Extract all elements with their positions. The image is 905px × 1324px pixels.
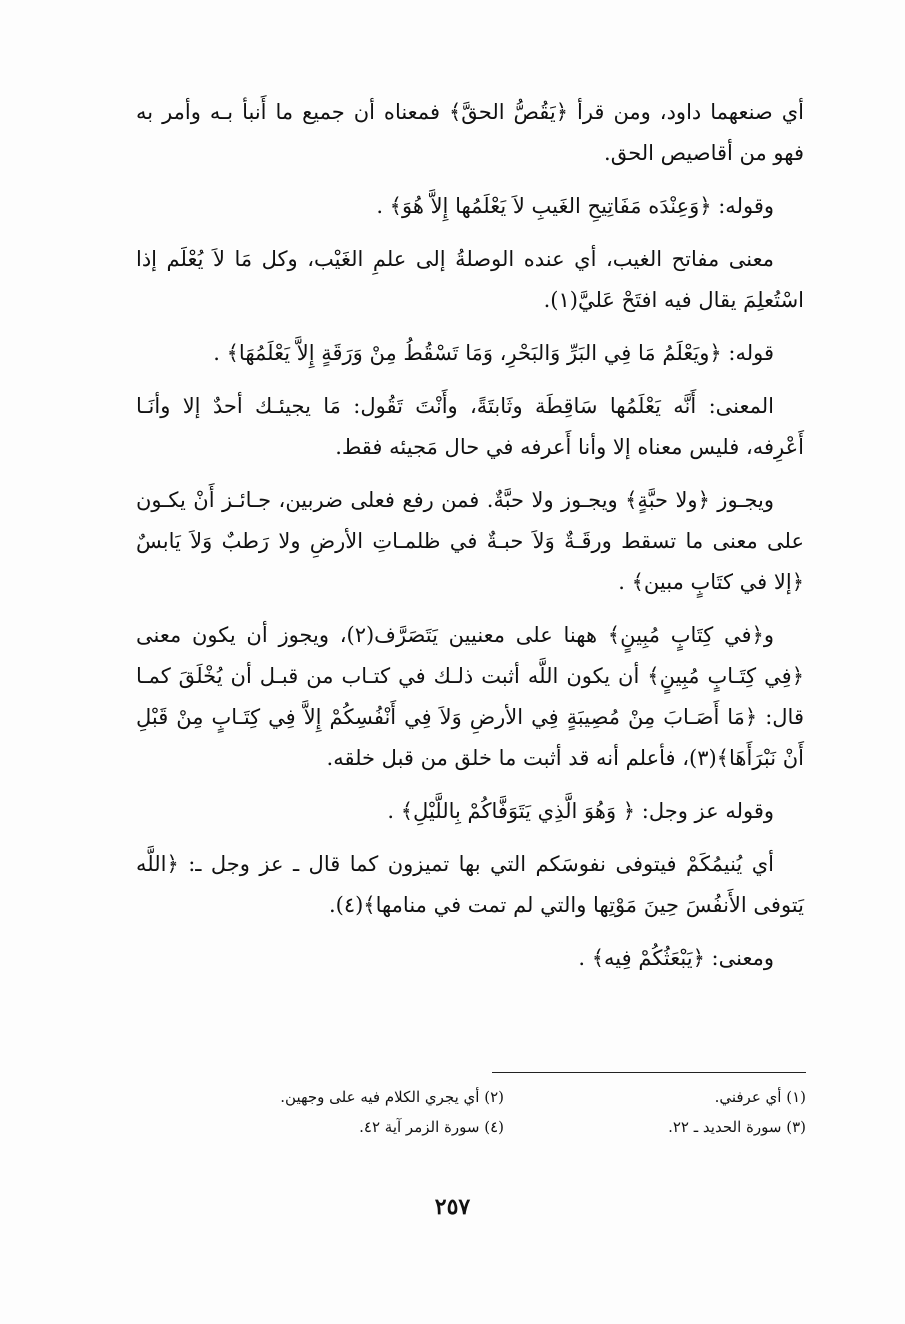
footnote-2: (٢) أي يجري الكلام فيه على وجهين. [280,1088,504,1106]
paragraph-9: أي يُنيمُكَمْ فيتوفى نفوسَكم التي بها تميزون كما قال ـ عز وجل ـ: ﴿اللَّه يَتوفى الأَنفُسَ حِينَ مَوْتِها والتي لم تمت في منامها﴾(٤). [136,852,804,917]
footnotes [214,1082,806,1142]
paragraph-10: ومعنى: ﴿يَبْعَثُكُمْ فِيه﴾ . [578,946,774,970]
footnote-row [214,1112,806,1142]
paragraph-3: معنى مفاتح الغيب، أي عنده الوصلةُ إلى علمِ الغَيْب، وكل مَا لاَ يُعْلَم إذا اسْتُعلِمَ يقال فيه افتَحْ عَليَّ(١). [136,247,804,312]
footnote-row [214,1082,806,1112]
footnote-divider [492,1072,806,1073]
page-number: ٢٥٧ [434,1194,471,1220]
main-text [136,92,804,991]
footnote-1: (١) أي عرفني. [714,1088,806,1106]
footnote-3: (٣) سورة الحديد ـ ٢٢. [668,1118,806,1136]
paragraph-7: و﴿في كِتَابٍ مُبِينٍ﴾ ههنا على معنيين يَتَصَرَّف(٢)، ويجوز أن يكون معنى ﴿فِي كِتَـابٍ مُبِينٍ﴾ أن يكون اللَّه أثبت ذلـك في كتـاب من قبـل أن يُخْلَقَ كمـا قال: ﴿مَا أَصَـابَ مِنْ مُصِيبَةٍ فِي الأرضِ وَلاَ فِي أَنْفُسِكُمْ إِلاَّ فِي كِتَـابٍ مِنْ قَبْلِ أَنْ نَبْرَأَهَا﴾(٣)، فأعلم أنه قد أثبت ما خلق من قبل خلقه. [136,623,804,770]
footnote-4: (٤) سورة الزمر آية ٤٢. [359,1118,504,1136]
paragraph-2: وقوله: ﴿وَعِنْدَه مَفَاتِيحِ الغَيبِ لاَ يَعْلَمُها إِلاَّ هُوَ﴾ . [376,194,774,218]
paragraph-1: أي صنعهما داود، ومن قرأ ﴿يَقُصُّ الحقَّ﴾ فمعناه أن جميع ما أَنبأ بـه وأمر به فهو من أقاصيص الحق. [136,100,804,165]
paragraph-6: ويجـوز ﴿ولا حبَّةٍ﴾ ويجـوز ولا حبَّةٌ. فمن رفع فعلى ضربين، جـائـز أَنْ يكـون على معنى ما تسقط ورقَـةٌ وَلاَ حبـةٌ في ظلمـاتِ الأرضِ ولا رَطبٌ وَلاَ يَابسٌ ﴿إلا في كتَابٍ مبين﴾ . [136,488,804,594]
paragraph-8: وقوله عز وجل: ﴿ وَهُوَ الَّذِي يَتَوَفَّاكُمْ بِاللَّيْلِ﴾ . [387,799,774,823]
paragraph-4: قوله: ﴿ويَعْلَمُ مَا فِي البَرِّ وَالبَحْرِ، وَمَا تَسْقُطُ مِنْ وَرَقَةٍ إِلاَّ يَعْلَمُهَا﴾ . [213,341,774,365]
paragraph-5: المعنى: أَنَّه يَعْلَمُها سَاقِطَة وثَابتَةً، وأَنْتَ تَقُول: مَا يجيئـك أحدٌ إلا وأنَـا أَعْرِفه، فليس معناه إلا وأنا أَعرفه في حال مَجيئه فقط. [136,394,804,459]
